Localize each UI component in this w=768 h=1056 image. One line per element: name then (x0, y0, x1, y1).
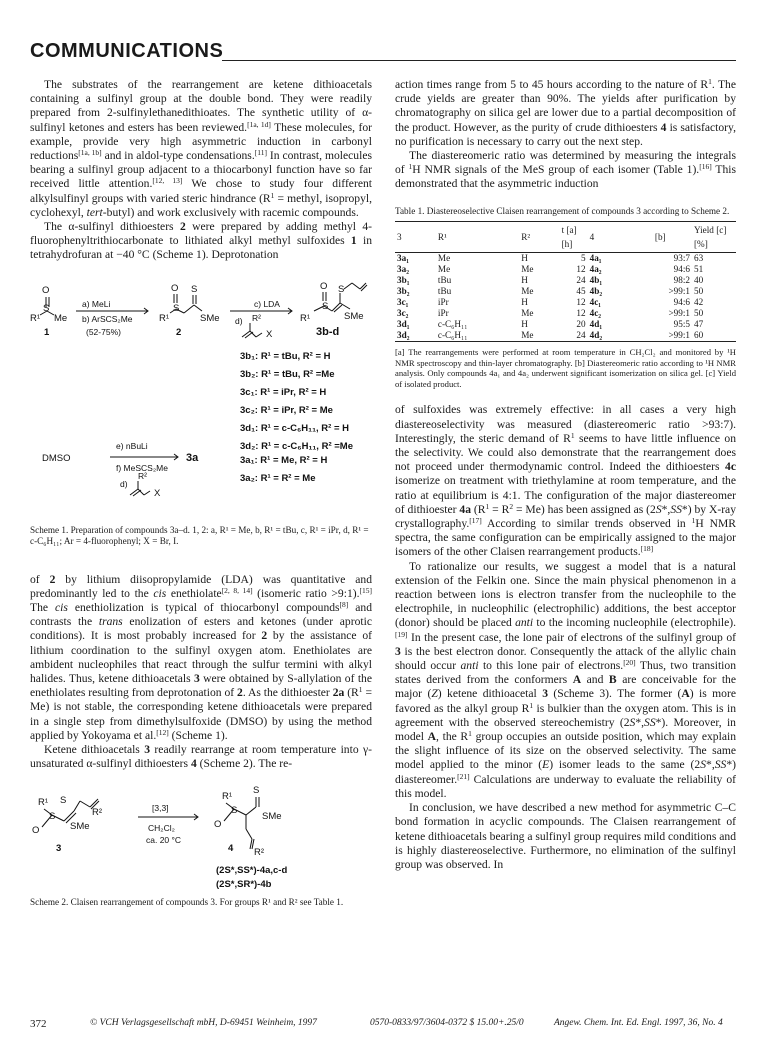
svg-text:S: S (43, 302, 50, 314)
table-cell: 3b₁ (397, 275, 410, 286)
table-cell: 60 (694, 330, 704, 341)
svg-text:O: O (320, 280, 328, 292)
table-cell: Me (521, 330, 534, 341)
page-number: 372 (30, 1018, 47, 1030)
table-header: 3 (397, 231, 402, 242)
header-rule (222, 60, 736, 61)
svg-text:Me: Me (54, 312, 68, 324)
svg-text:3b₂: R¹ = tBu, R² =Me: 3b₂: R¹ = tBu, R² =Me (240, 368, 335, 380)
left-column (30, 78, 372, 908)
paragraph: The diastereomeric ratio was determined by measuring the integrals of $^1$H NMR signals of the MeS group of each isomer (Table 1).[16] This demonstrated that the asymmetric induction (395, 149, 737, 191)
svg-text:R¹: R¹ (300, 312, 311, 324)
table-cell: 3d₂ (397, 330, 410, 341)
svg-text:SMe: SMe (70, 821, 90, 833)
svg-text:d): d) (120, 478, 128, 489)
table-cell: iPr (437, 308, 449, 319)
svg-text:R²: R² (92, 807, 103, 819)
svg-text:R¹: R¹ (38, 797, 49, 809)
table-row (395, 330, 736, 342)
svg-text:S: S (49, 811, 56, 823)
svg-text:1: 1 (44, 326, 50, 338)
table-cell: 63 (694, 253, 704, 264)
table-cell: 12 (576, 308, 586, 319)
svg-text:3d₁: R¹ = c-C₆H₁₁, R² = H: 3d₁: R¹ = c-C₆H₁₁, R² = H (240, 422, 349, 434)
svg-text:S: S (322, 300, 329, 312)
table-cell: c-C₆H₁₁ (437, 330, 468, 341)
table-header: t [a] [h] (561, 224, 577, 249)
table-cell: >99:1 (668, 286, 690, 297)
svg-text:(52-75%): (52-75%) (86, 326, 121, 337)
svg-text:R¹: R¹ (222, 791, 233, 803)
scheme-1 (30, 279, 372, 521)
table-cell: 51 (694, 264, 704, 275)
table-body (395, 253, 736, 342)
table-row (395, 319, 736, 330)
svg-text:ca. 20 °C: ca. 20 °C (146, 835, 182, 846)
table-cell: 3d₁ (397, 319, 410, 330)
paragraph: To rationalize our results, we suggest a model that is a natural extension of the Felkin one. Since the main physical phenomenon in a reaction between ions is electron transfer from the nucleophile to the electrophile, in nucleophilic (electrophilic) additions, the best acceptor (donor) should be placed anti to the incoming nucleophile (electrophile).[19] In the present case, the lone pair of electrons of the sulfinyl group of 3 is the best electron donor. Consequently the attack of the allylic chain should occur anti to this lone pair of electrons.[20] Thus, two transition states derived from the conformers A and B are conceivable for the major (Z) ketene dithioacetal 3 (Scheme 3). The former (A) is more favored as the alkyl group $R^1$ is bulkier than the oxygen atom. This is in agreement with the observed stereochemistry (2S*,SS*). Moreover, in model A, the $R^1$ group occupies an outside position, which may explain the slight influence of its size on the observed selectivity. The same model applied to the minor (E) isomer leads to the same (2S*,SS*) diastereomer.[21] Calculations are underway to evaluate the reliability of this model. (395, 559, 737, 800)
table-cell: 95:5 (673, 319, 690, 330)
table-cell: Me (521, 286, 534, 297)
paragraph: Ketene dithioacetals 3 readily rearrange at room temperature into γ-unsaturated α-sulfinyl dithioesters 4 (Scheme 2). The re- (30, 743, 372, 771)
svg-text:b) ArSCS₂Me: b) ArSCS₂Me (82, 313, 133, 324)
table-cell: 24 (576, 275, 586, 286)
svg-text:O: O (171, 282, 179, 294)
table-header: 4 (589, 231, 595, 242)
paragraph: action times range from 5 to 45 hours according to the nature of $R^1$. The crude yields are greater than 90%. The yields after purification by chromatography on silica gel are lower due to a partial decomposition of the product. However, as the purity of crude dithioesters 4 is satisfactory, no purification is necessary to carry out the next step. (395, 77, 736, 148)
table-cell: 47 (694, 319, 704, 330)
scheme-2-graphic (30, 781, 372, 893)
svg-text:S: S (338, 283, 345, 295)
svg-text:f) MeSCS₂Me: f) MeSCS₂Me (116, 462, 168, 473)
svg-text:X: X (154, 487, 161, 499)
table-cell: 4c₁ (589, 297, 602, 308)
svg-text:S: S (60, 795, 67, 807)
table-cell: >99:1 (668, 330, 690, 341)
table-cell: H (521, 253, 528, 264)
table-cell: H (521, 297, 528, 308)
svg-text:3: 3 (56, 843, 62, 855)
table-cell: 24 (576, 330, 586, 341)
table-cell: Me (521, 264, 534, 275)
table-row (395, 308, 736, 319)
table-cell: 4c₂ (589, 308, 602, 319)
svg-text:(2S*,SS*)-4a,c-d: (2S*,SS*)-4a,c-d (216, 865, 288, 877)
table-cell: 5 (581, 253, 586, 264)
table-1-caption: Table 1. Diastereoselective Claisen rearrangement of compounds 3 according to Scheme 2. (395, 205, 730, 216)
svg-text:4: 4 (228, 843, 234, 855)
svg-text:(2S*,SR*)-4b: (2S*,SR*)-4b (216, 879, 272, 891)
table-cell: 3c₁ (397, 297, 409, 308)
table-1-footnote: [a] The rearrangements were performed at room temperature in CH₂Cl₂ and monitored by ¹H NMR spectroscopy and thin-layer chromatography. [b] Diastereomeric ratio according to ¹H NMR analysis. Only compounds 4a₁ and 4a₂ underwent significant isomerization on silica gel. [c] Yield of isolated product. (395, 347, 736, 389)
svg-text:d): d) (235, 315, 243, 326)
svg-text:c) LDA: c) LDA (254, 298, 280, 309)
running-header (30, 40, 736, 66)
svg-text:[3,3]: [3,3] (152, 803, 169, 814)
paragraph: The α-sulfinyl dithioesters 2 were prepared by adding methyl 4-fluorophenyltrithiocarbonate to lithiated alkyl methyl sulfoxides 1 in tetrahydrofuran at −40 °C (Scheme 1). Deprotonation (30, 220, 372, 262)
svg-text:2: 2 (176, 326, 182, 338)
svg-text:S: S (253, 785, 260, 797)
scheme-1-graphic (30, 279, 372, 521)
table-cell: 93:7 (673, 253, 690, 264)
table-cell: c-C₆H₁₁ (437, 319, 468, 330)
svg-text:3a₁: R¹ = Me, R² = H: 3a₁: R¹ = Me, R² = H (240, 454, 328, 466)
table-row (395, 297, 736, 308)
svg-text:S: S (231, 805, 238, 817)
table-header: Yield [c] [%] (694, 224, 727, 249)
table-cell: 12 (576, 297, 586, 308)
scheme-2-caption: Scheme 2. Claisen rearrangement of compounds 3. For groups R¹ and R² see Table 1. (30, 897, 344, 908)
svg-text:S: S (173, 302, 180, 314)
section-title: COMMUNICATIONS (30, 40, 224, 62)
scheme-1-caption: Scheme 1. Preparation of compounds 3a–d. 1, 2: a, R¹ = Me, b, R¹ = tBu, c, R¹ = iPr, d, R¹ = c-C₆H₁₁; Ar = 4-fluorophenyl; X = Br, I. (30, 524, 369, 546)
table-cell: 4a₁ (589, 253, 602, 264)
table-cell: Me (437, 253, 451, 264)
table-1 (395, 206, 736, 390)
svg-text:SMe: SMe (200, 312, 220, 324)
table-header: R¹ (437, 231, 447, 242)
svg-text:O: O (32, 825, 40, 837)
table-1-grid (395, 221, 736, 342)
svg-text:R¹: R¹ (159, 312, 170, 324)
svg-text:O: O (214, 819, 222, 831)
table-header: R² (521, 231, 531, 242)
svg-text:3b₁: R¹ = tBu, R² = H: 3b₁: R¹ = tBu, R² = H (240, 350, 331, 362)
table-cell: 94:6 (673, 264, 690, 275)
svg-text:3b-d: 3b-d (316, 325, 340, 338)
svg-text:X: X (266, 328, 273, 340)
table-cell: 4d₂ (589, 330, 603, 341)
table-cell: 50 (694, 308, 704, 319)
svg-text:R²: R² (252, 312, 261, 323)
svg-text:3a: 3a (186, 451, 199, 464)
table-cell: 4b₁ (589, 275, 603, 286)
table-row (395, 275, 736, 286)
svg-text:CH₂Cl₂: CH₂Cl₂ (148, 823, 175, 834)
svg-text:3c₁: R¹ = iPr, R² = H: 3c₁: R¹ = iPr, R² = H (240, 386, 327, 398)
svg-text:S: S (191, 283, 198, 295)
table-cell: 94:6 (673, 297, 690, 308)
paragraph: In conclusion, we have described a new method for asymmetric C–C bond formation in acyclic compounds. The Claisen rearrangement of ketene dithioacetals bearing a sulfinyl group requires mild conditions and is highly diastereoselective. Furthermore, no elimination of the sulfinyl group was observed. In (395, 801, 736, 871)
svg-text:e) nBuLi: e) nBuLi (116, 440, 148, 451)
table-cell: 3c₂ (397, 308, 409, 319)
table-cell: Me (437, 264, 451, 275)
table-row (395, 286, 736, 297)
table-cell: >99:1 (668, 308, 690, 319)
svg-text:SMe: SMe (344, 310, 364, 322)
svg-text:SMe: SMe (262, 811, 282, 823)
table-cell: 42 (694, 297, 704, 308)
svg-text:R²: R² (138, 470, 147, 481)
table-header: [b] (654, 231, 666, 242)
table-cell: 4a₂ (589, 264, 602, 275)
table-cell: Me (521, 308, 534, 319)
table-cell: 20 (576, 319, 586, 330)
table-cell: H (521, 319, 528, 330)
svg-text:O: O (42, 284, 50, 296)
svg-text:R²: R² (254, 847, 265, 859)
table-cell: 3a₁ (397, 253, 409, 264)
table-cell: 3b₂ (397, 286, 410, 297)
paragraph: of sulfoxides was extremely effective: in all cases a very high diastereoselectivity was measured (diastereomeric ratio >93:7). Interestingly, the steric demand of $R^1$ seems to have little influence on the selectivity. We could also demonstrate that the rearrangement does not proceed under thermodynamic control. Indeed the dithioesters 4c isomerize on treatment with triethylamine at room temperature, and the ratio at equilibrium is 4:1. The configuration of the major diastereomer of dithioester 4a $(R^1 = R^2 = Me)$ has been assigned as (2S*,SS*) by X-ray crystallography.[17] According to similar trends observed in $^1$H NMR spectra, the same configuration can be empirically assigned to the major isomers of the other Claisen rearrangement products.[18] (395, 403, 736, 559)
svg-text:R¹: R¹ (30, 312, 41, 324)
right-column (395, 78, 736, 872)
table-cell: tBu (437, 275, 452, 286)
svg-text:3a₂: R¹ = R² = Me: 3a₂: R¹ = R² = Me (240, 472, 316, 484)
paragraph: The substrates of the rearrangement are ketene dithioacetals containing a sulfinyl group at the double bond. They were readily prepared from 2-sulfinylethanedithioates. The synthetic utility of α-sulfinyl ketones and esters has been reviewed.[1a, 1d] These molecules, for example, provide very high asymmetric induction in carbonyl reductions[1a, 1b] and in aldol-type condensations.[11] In contrast, molecules bearing a sulfinyl group adjacent to a thiocarbonyl function have so far received little attention.[12, 13] We chose to study four different alkylsulfinyl groups with varied steric hindrance ($R^1$ = methyl, isopropyl, cyclohexyl, tert-butyl) and work exclusively with racemic compounds. (30, 78, 373, 219)
table-cell: 40 (694, 275, 704, 286)
table-row (395, 264, 736, 275)
table-row (395, 253, 736, 265)
table-cell: 3a₂ (397, 264, 409, 275)
table-cell: 4d₁ (589, 319, 603, 330)
svg-text:DMSO: DMSO (42, 452, 71, 464)
svg-text:a) MeLi: a) MeLi (82, 298, 111, 309)
table-cell: 45 (576, 286, 586, 297)
table-cell: iPr (437, 297, 449, 308)
scheme-2 (30, 781, 372, 893)
svg-text:3d₂: R¹ = c-C₆H₁₁, R² =Me: 3d₂: R¹ = c-C₆H₁₁, R² =Me (240, 440, 353, 452)
table-cell: H (521, 275, 528, 286)
table-cell: 12 (576, 264, 586, 275)
table-cell: 50 (694, 286, 704, 297)
svg-text:3c₂: R¹ = iPr, R² = Me: 3c₂: R¹ = iPr, R² = Me (240, 404, 333, 416)
table-cell: 4b₂ (589, 286, 603, 297)
paragraph: of 2 by lithium diisopropylamide (LDA) was quantitative and predominantly led to the cis enethiolate[2, 8, 14] (isomeric ratio >9:1).[15] The cis enethiolization is typical of thiocarbonyl compounds[8] and contrasts the trans enolization of esters and ketones (under aprotic conditions). It is most probably increased for 2 by the assistance of lithium coordination to the sulfinyl oxygen atom. Enethiolates are ambident nucleophiles that react through the sulfur termini with alkyl halides. Thus, ketene dithioacetals 3 were obtained by S-allylation of the enethiolates resulting from deprotonation of 2. As the dithioester 2a $(R^1 = Me)$ is not stable, the corresponding ketene dithioacetals were prepared in a single step from dimethylsulfoxide (DMSO) by using the method applied by Yokoyama et al.[12] (Scheme 1). (30, 572, 373, 742)
table-cell: tBu (437, 286, 452, 297)
journal-ref: Angew. Chem. Int. Ed. Engl. 1997, 36, No. 4 (554, 1018, 723, 1028)
copyright: © VCH Verlagsgesellschaft mbH, D-69451 Weinheim, 1997 (90, 1018, 317, 1028)
article-code: 0570-0833/97/3604-0372 $ 15.00+.25/0 (370, 1018, 524, 1028)
table-cell: 98:2 (673, 275, 690, 286)
